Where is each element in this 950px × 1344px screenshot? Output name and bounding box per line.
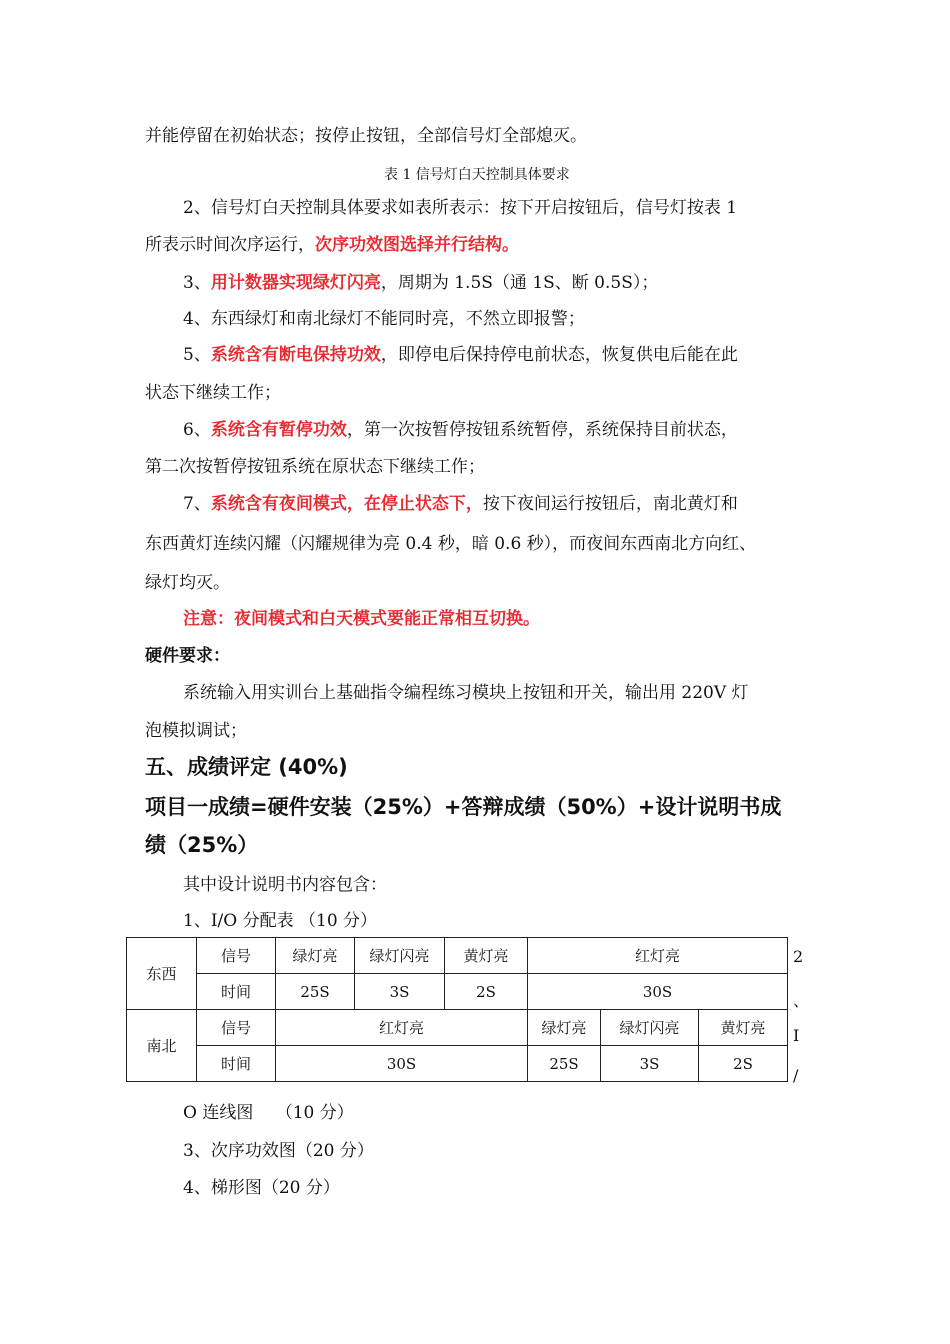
text-line: 其中设计说明书内容包含： xyxy=(183,875,387,895)
table-cell: 30S xyxy=(528,974,788,1010)
text-plain: ，周期为 1.5S（通 1S、断 0.5S）； xyxy=(380,273,659,293)
text-plain: ，即停电后保持停电前状态，恢复供电后能在此 xyxy=(380,345,738,365)
table-cell: 绿灯亮 xyxy=(276,938,355,974)
list-item: 3、次序功效图（20 分） xyxy=(183,1141,374,1161)
table-cell: 红灯亮 xyxy=(276,1010,528,1046)
text-plain: 7、 xyxy=(183,494,211,514)
text-emphasis: 次序功效图选择并行结构。 xyxy=(315,235,519,255)
text-line: 泡模拟调试； xyxy=(145,721,247,741)
row-header: 时间 xyxy=(197,974,276,1010)
text-line: 并能停留在初始状态；按停止按钮，全部信号灯全部熄灭。 xyxy=(145,126,587,146)
table-cell: 2S xyxy=(699,1046,788,1082)
list-item: 4、梯形图（20 分） xyxy=(183,1178,340,1198)
note-text: 注意：夜间模式和白天模式要能正常相互切换。 xyxy=(183,609,540,629)
table-row xyxy=(127,1046,788,1082)
list-item: 1、I/O 分配表 （10 分） xyxy=(183,911,378,931)
text-line xyxy=(183,492,738,516)
text-emphasis: 系统含有暂停功效 xyxy=(210,420,347,440)
table-cell: 25S xyxy=(528,1046,601,1082)
score-formula: 绩（25%） xyxy=(145,833,259,857)
text-plain: 5、 xyxy=(183,345,211,365)
table-caption: 表 1 信号灯白天控制具体要求 xyxy=(384,167,570,183)
text-emphasis: 用计数器实现绿灯闪亮 xyxy=(210,273,381,293)
score-formula: 项目一成绩=硬件安装（25%）+答辩成绩（50%）+设计说明书成 xyxy=(145,795,782,819)
section-heading: 五、成绩评定 (40%) xyxy=(145,755,348,779)
text-line xyxy=(183,271,658,295)
text-line: 2、信号灯白天控制具体要求如表所表示：按下开启按钮后，信号灯按表 1 xyxy=(183,198,738,218)
table-cell: 30S xyxy=(276,1046,528,1082)
text-line xyxy=(183,343,738,367)
text-plain: ，第一次按暂停按钮系统暂停，系统保持目前状态， xyxy=(346,420,738,440)
table-cell: 黄灯亮 xyxy=(699,1010,788,1046)
text-plain: 所表示时间次序运行， xyxy=(145,235,315,255)
table-cell: 黄灯亮 xyxy=(445,938,528,974)
wrapped-char: I xyxy=(793,1026,800,1045)
table-cell: 绿灯闪亮 xyxy=(601,1010,699,1046)
table-row xyxy=(127,938,788,974)
row-header: 信号 xyxy=(197,1010,276,1046)
direction-label: 东西 xyxy=(127,938,197,1010)
table-cell: 红灯亮 xyxy=(528,938,788,974)
table-row xyxy=(127,974,788,1010)
table-cell: 3S xyxy=(601,1046,699,1082)
list-item: O 连线图 （10 分） xyxy=(183,1103,354,1123)
text-plain: 3、 xyxy=(183,273,211,293)
text-line: 系统输入用实训台上基础指令编程练习模块上按钮和开关，输出用 220V 灯 xyxy=(183,683,749,703)
text-emphasis: 系统含有断电保持功效 xyxy=(210,345,381,365)
table-row xyxy=(127,1010,788,1046)
hardware-heading: 硬件要求： xyxy=(145,646,230,666)
text-line: 状态下继续工作； xyxy=(145,383,281,403)
text-line: 第二次按暂停按钮系统在原状态下继续工作； xyxy=(145,457,485,477)
row-header: 信号 xyxy=(197,938,276,974)
text-plain: 按下夜间运行按钮后，南北黄灯和 xyxy=(482,494,738,514)
text-line: 4、东西绿灯和南北绿灯不能同时亮，不然立即报警； xyxy=(183,309,585,329)
wrapped-char: 、 xyxy=(793,991,810,1010)
direction-label: 南北 xyxy=(127,1010,197,1082)
table-cell: 3S xyxy=(355,974,445,1010)
table-cell: 25S xyxy=(276,974,355,1010)
text-line: 绿灯均灭。 xyxy=(145,573,230,593)
row-header: 时间 xyxy=(197,1046,276,1082)
text-line xyxy=(183,418,738,442)
text-line xyxy=(145,233,519,257)
table-cell: 2S xyxy=(445,974,528,1010)
wrapped-char: 2 xyxy=(793,947,804,966)
io-timing-table xyxy=(126,937,788,1082)
text-line: 东西黄灯连续闪耀（闪耀规律为亮 0.4 秒，暗 0.6 秒），而夜间东西南北方向红、 xyxy=(145,534,757,554)
wrapped-char: / xyxy=(793,1066,799,1085)
text-emphasis: 系统含有夜间模式，在停止状态下， xyxy=(210,494,483,514)
text-plain: 6、 xyxy=(183,420,211,440)
table-cell: 绿灯闪亮 xyxy=(355,938,445,974)
table-cell: 绿灯亮 xyxy=(528,1010,601,1046)
